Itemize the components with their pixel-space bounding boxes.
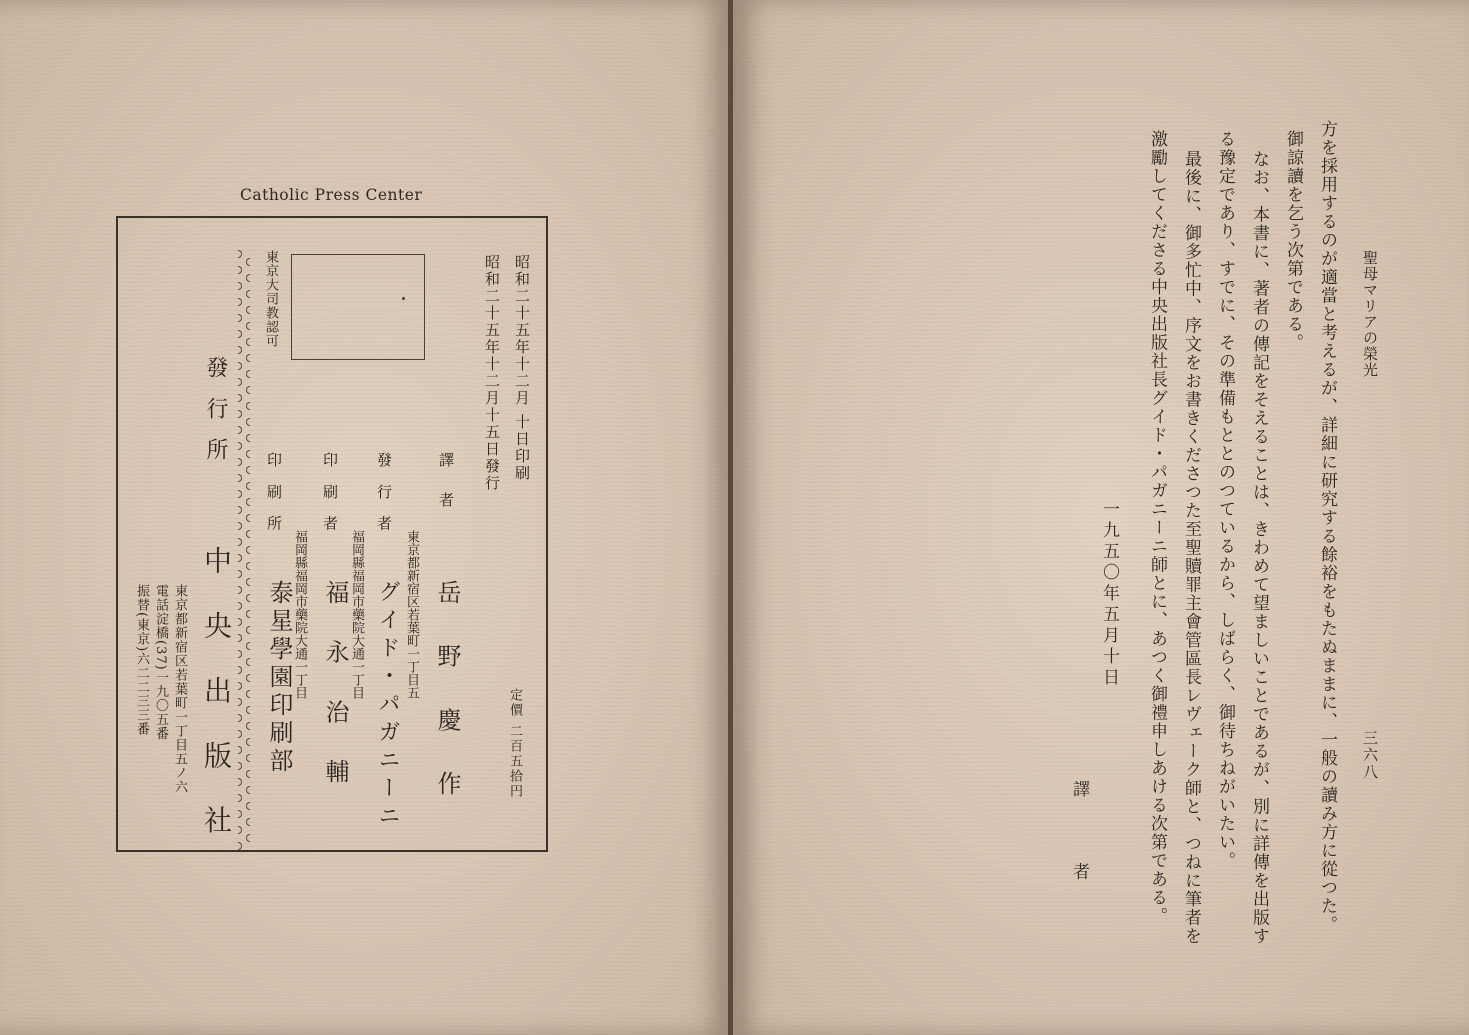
- print-date: 昭和二十五年十二月 十日印刷: [513, 254, 531, 482]
- date-line: 一九五〇年五月十日: [1099, 500, 1119, 689]
- signature: 譯 者: [1069, 780, 1089, 910]
- page-number: 三六八: [1361, 730, 1379, 781]
- publish-date: 昭和二十五年十二月十五日發行: [483, 254, 501, 492]
- issuer-address: 東京都新宿区若葉町一丁目五ノ六: [172, 584, 187, 794]
- approval-text: 東京大司教認可: [263, 250, 278, 348]
- paragraph-line: 激勵してくださる中央出版社長グイド・パガニーニ師とに、あつく御禮申しあける次第である。: [1147, 130, 1167, 926]
- print-shop-label: 印 刷 所: [265, 452, 283, 537]
- printer-name: 福 永 治 輔: [321, 580, 349, 797]
- issuer-name: 中 央 出 版 社: [200, 546, 233, 848]
- translator-name: 岳 野 慶 作: [433, 580, 461, 811]
- paragraph-line: 最後に、御多忙中、序文をお書きくださつた至聖贖罪主會管區長レヴェーク師と、つねに筆者を: [1181, 150, 1201, 946]
- seal-mark: [402, 297, 405, 300]
- approval-seal-box: [291, 254, 425, 360]
- publisher-label: 發 行 者: [375, 452, 393, 537]
- paragraph-line: 御諒讀を乞う次第である。: [1283, 130, 1303, 352]
- left-page: [0, 0, 730, 1035]
- price: 定價 二百五拾円: [507, 688, 522, 800]
- printer-label: 印 刷 者: [321, 452, 339, 537]
- printer-address: 福岡縣福岡市藥院大通一丁目: [349, 530, 364, 699]
- right-page: [733, 0, 1469, 1035]
- wavy-divider: [238, 250, 250, 850]
- paragraph-line: る豫定であり、すでに、その準備もととのつているから、しばらく、御待ちねがいたい。: [1215, 130, 1235, 870]
- issuer-phone: 電話淀橋(37)一九〇五番: [153, 584, 168, 741]
- publisher-address: 東京都新宿区若葉町一丁目五: [404, 530, 419, 699]
- issuer-transfer: 振替(東京)六二二三三番: [134, 584, 149, 737]
- publisher-name: グイド・パガニーニ: [375, 580, 400, 832]
- running-title: 聖母マリアの榮光: [1361, 250, 1379, 378]
- catholic-press-header: Catholic Press Center: [240, 186, 423, 204]
- paragraph-line: なお、本書に、著者の傳記をそえることは、きわめて望ましいことであるが、別に詳傳を出版す: [1249, 150, 1269, 946]
- print-shop-address: 福岡縣福岡市藥院大通一丁目: [292, 530, 307, 699]
- issuer-label: 發 行 所: [203, 356, 228, 466]
- translator-label: 譯 者: [437, 452, 455, 517]
- print-shop-name: 泰星學園印刷部: [265, 580, 293, 776]
- paragraph-line: 方を採用するのが適當と考えるが、詳細に研究する餘裕をもたぬままに、一般の讀み方に從つた。: [1317, 120, 1337, 934]
